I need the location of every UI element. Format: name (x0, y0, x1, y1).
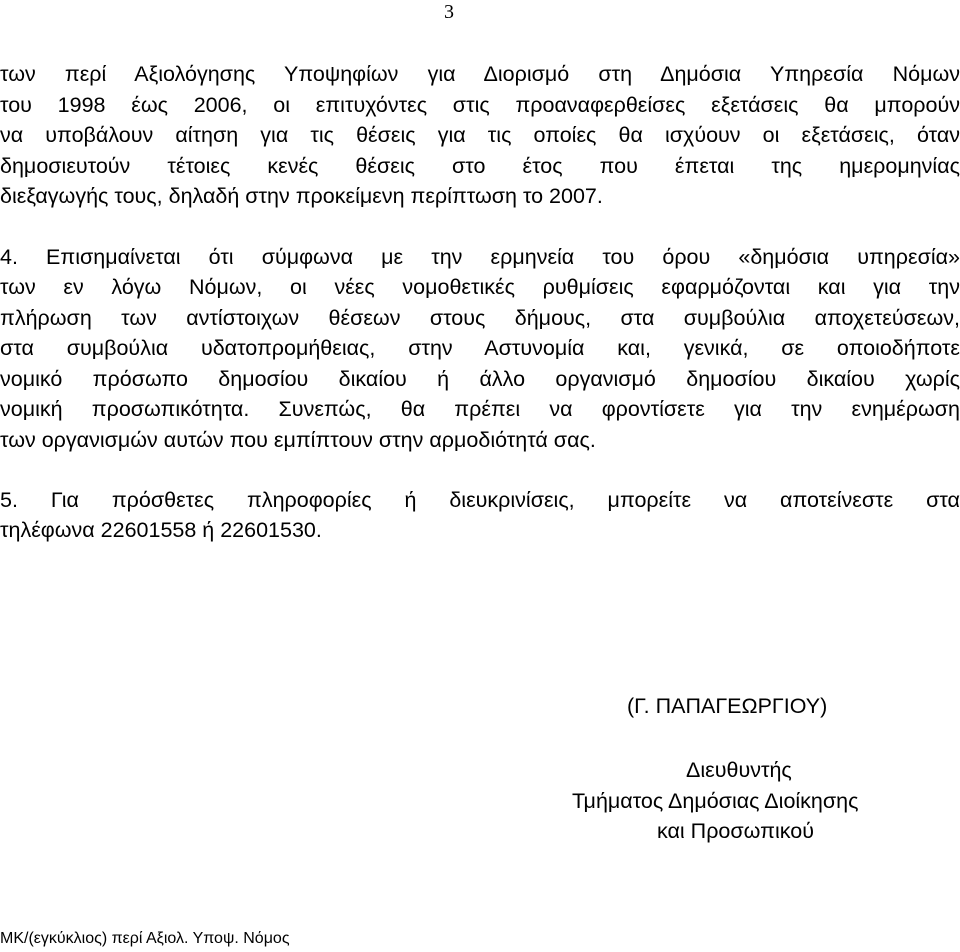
page-number: 3 (444, 1, 454, 23)
paragraph-line: των εν λόγω Νόμων, οι νέες νομοθετικές ρυθμίσεις εφαρμόζονται και για την (0, 275, 960, 299)
paragraph-line: να υποβάλουν αίτηση για τις θέσεις για τις οποίες θα ισχύουν οι εξετάσεις, όταν (0, 123, 960, 147)
signatory-department: Τμήματος Δημόσιας Διοίκησης (572, 789, 859, 813)
paragraph-line: 5. Για πρόσθετες πληροφορίες ή διευκρινίσεις, μπορείτε να αποτείνεστε στα (0, 488, 960, 512)
paragraph-line: πλήρωση των αντίστοιχων θέσεων στους δήμους, στα συμβούλια αποχετεύσεων, (0, 306, 960, 330)
paragraph-line: νομικό πρόσωπο δημοσίου δικαίου ή άλλο οργανισμό δημοσίου δικαίου χωρίς (0, 367, 960, 391)
paragraph-line: 4. Επισημαίνεται ότι σύμφωνα με την ερμηνεία του όρου «δημόσια υπηρεσία» (0, 245, 960, 269)
paragraph-line: στα συμβούλια υδατοπρομήθειας, στην Αστυνομία και, γενικά, σε οποιοδήποτε (0, 336, 960, 360)
paragraph-line: του 1998 έως 2006, οι επιτυχόντες στις προαναφερθείσες εξετάσεις θα μπορούν (0, 93, 960, 117)
paragraph-line: δημοσιευτούν τέτοιες κενές θέσεις στο έτος που έπεται της ημερομηνίας (0, 154, 960, 178)
paragraph-line: νομική προσωπικότητα. Συνεπώς, θα πρέπει να φροντίσετε για την ενημέρωση (0, 397, 960, 421)
paragraph-line: των οργανισμών αυτών που εμπίπτουν στην αρμοδιότητά σας. (0, 428, 596, 452)
paragraph-line: των περί Αξιολόγησης Υποψηφίων για Διορισμό στη Δημόσια Υπηρεσία Νόμων (0, 62, 960, 86)
footer-reference: ΜΚ/(εγκύκλιος) περί Αξιολ. Υποψ. Νόμος (0, 930, 290, 947)
signatory-name: (Γ. ΠΑΠΑΓΕΩΡΓΙΟΥ) (627, 694, 828, 718)
signatory-department-cont: και Προσωπικού (657, 819, 814, 843)
paragraph-line: διεξαγωγής τους, δηλαδή στην προκείμενη περίπτωση το 2007. (0, 184, 603, 208)
paragraph-line: τηλέφωνα 22601558 ή 22601530. (0, 518, 322, 542)
signatory-title: Διευθυντής (686, 758, 792, 782)
